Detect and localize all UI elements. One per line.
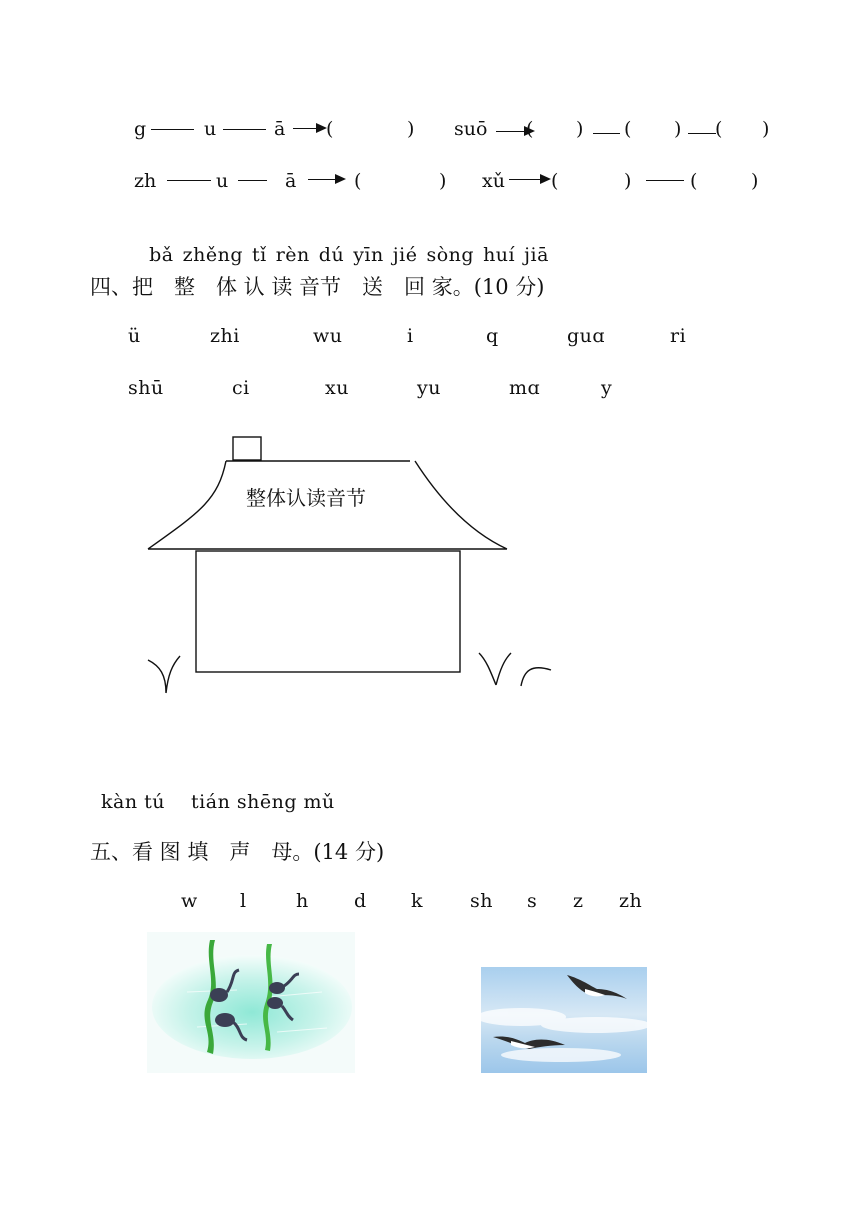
- initial-zh: zh: [134, 170, 157, 192]
- syllable-item: ri: [670, 325, 687, 347]
- connector-line: [238, 180, 267, 181]
- syllable-item: y: [601, 377, 613, 399]
- final-a: ā: [285, 170, 297, 192]
- house-body: [196, 551, 460, 672]
- syllable-item: mɑ: [509, 377, 541, 399]
- syllable-item: i: [407, 325, 414, 347]
- connector-line: [223, 129, 266, 130]
- pinyin-annotation: kàn tú tián shēng mǔ: [101, 791, 335, 813]
- arrow-icon: [308, 179, 344, 180]
- syllable-item: wu: [313, 325, 343, 347]
- syllable-item: yu: [417, 377, 441, 399]
- initial-option: l: [240, 890, 247, 912]
- medial-u: u: [204, 118, 217, 140]
- syllable-xu: xǔ: [482, 170, 505, 192]
- answer-close-paren: ): [439, 170, 447, 192]
- answer-close-paren: ): [624, 170, 632, 192]
- connector-line: [688, 133, 716, 134]
- section5-heading: 五、看 图 填 声 母。(14 分): [90, 840, 385, 864]
- arrow-icon: [509, 179, 549, 180]
- connector-line: [151, 129, 194, 130]
- answer-open-paren: (: [624, 118, 632, 140]
- house-label: 整体认读音节: [246, 486, 366, 510]
- connector-line: [167, 180, 211, 181]
- medial-u: u: [216, 170, 229, 192]
- final-a: ā: [274, 118, 286, 140]
- connector-line: [646, 180, 684, 181]
- connector-line: [593, 133, 620, 134]
- initial-option: sh: [470, 890, 493, 912]
- syllable-item: ü: [128, 325, 141, 347]
- syllable-item: zhi: [210, 325, 240, 347]
- initial-option: k: [411, 890, 424, 912]
- answer-open-paren: (: [715, 118, 723, 140]
- syllable-item: guɑ: [567, 325, 606, 347]
- answer-close-paren: ): [762, 118, 770, 140]
- grass-left: [148, 656, 180, 693]
- section4-heading: 四、把 整 体 认 读 音节 送 回 家。(10 分): [90, 275, 545, 299]
- initial-option: zh: [619, 890, 643, 912]
- arrow-icon: [293, 128, 325, 129]
- initial-option: w: [181, 890, 198, 912]
- house-drawing: [0, 420, 860, 740]
- answer-close-paren: ): [674, 118, 682, 140]
- syllable-item: q: [486, 325, 499, 347]
- answer-open-paren: (: [690, 170, 698, 192]
- grass-right: [479, 653, 551, 686]
- answer-close-paren: ): [751, 170, 759, 192]
- answer-open-paren: (: [326, 118, 334, 140]
- answer-open-paren: (: [526, 118, 534, 140]
- pinyin-annotation: bǎ zhěng tǐ rèn dú yīn jié sòng huí jiā: [149, 244, 549, 266]
- syllable-item: xu: [325, 377, 349, 399]
- initial-option: s: [527, 890, 538, 912]
- syllable-suo: suō: [454, 118, 488, 140]
- syllable-item: shū: [128, 377, 164, 399]
- initial-g: g: [134, 118, 147, 140]
- tadpoles-icon: [147, 932, 355, 1073]
- chimney: [233, 437, 261, 460]
- initial-option: h: [296, 890, 309, 912]
- initial-option: z: [573, 890, 584, 912]
- syllable-item: ci: [232, 377, 250, 399]
- answer-open-paren: (: [551, 170, 559, 192]
- seagulls-icon: [481, 967, 647, 1073]
- answer-close-paren: ): [407, 118, 415, 140]
- initial-option: d: [354, 890, 367, 912]
- answer-close-paren: ): [576, 118, 584, 140]
- answer-open-paren: (: [354, 170, 362, 192]
